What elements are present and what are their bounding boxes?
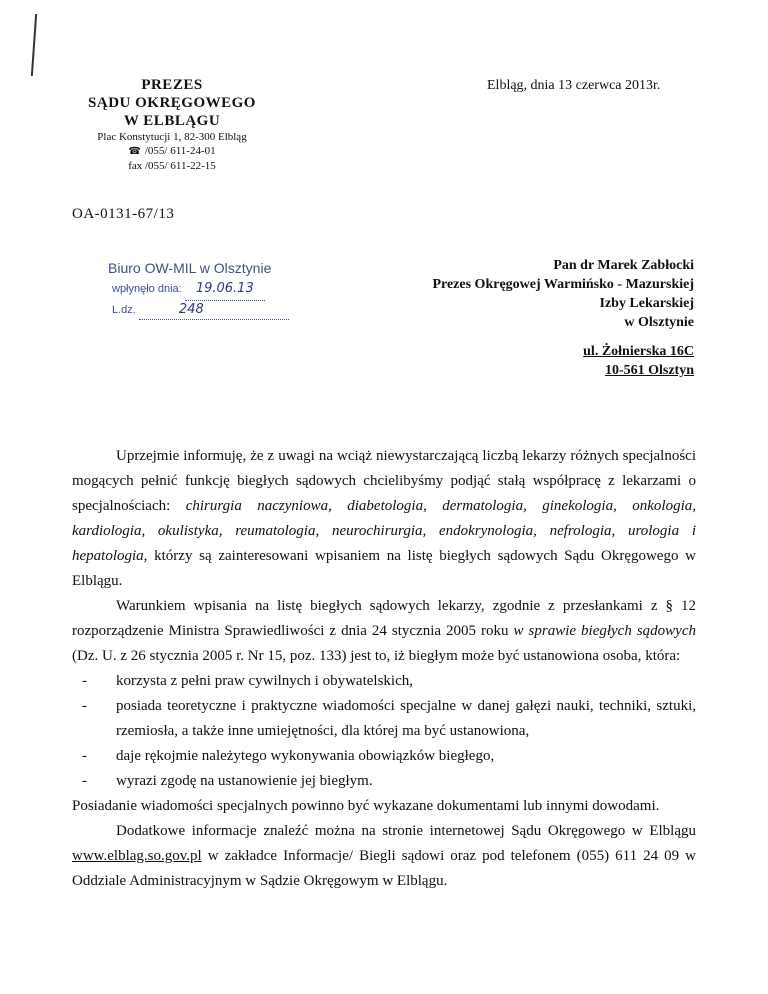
letter-body: [72, 444, 696, 894]
reference-number: OA-0131-67/13: [72, 206, 175, 222]
recipient-name: Pan dr Marek Zabłocki: [553, 258, 694, 273]
margin-pen-mark: [31, 14, 37, 76]
sender-title-1: PREZES: [141, 77, 203, 93]
sender-address: Plac Konstytucji 1, 82-300 Elbląg: [97, 131, 247, 143]
receipt-stamp: [108, 258, 313, 320]
paragraph-4-start: Dodatkowe informacje znaleźć można na stronie internetowej Sądu Okręgowego w Elblągu: [116, 823, 696, 839]
stamp-received-row: [112, 278, 313, 301]
stamp-received-value: 19.06.13: [195, 281, 254, 296]
letter-date: Elbląg, dnia 13 czerwca 2013r.: [487, 78, 661, 93]
sender-phone: /055/ 611-24-01: [144, 145, 216, 157]
paragraph-2-start: Warunkiem wpisania na listę biegłych sądowych lekarzy, zgodnie z przesłankami z § 12 rozporządzenie Ministra Sprawiedliwości z dnia 24 stycznia 2005 roku: [72, 598, 696, 639]
paragraph-2-end: (Dz. U. z 26 stycznia 2005 r. Nr 15, poz. 133) jest to, iż biegłym może być ustanowiona osoba, która:: [72, 648, 681, 664]
recipient-block: [432, 256, 694, 332]
sender-title-3: W ELBLĄGU: [123, 113, 221, 129]
paragraph-1: [72, 444, 696, 594]
sender-title-2: SĄDU OKRĘGOWEGO: [88, 95, 256, 111]
list-item: - posiada teoretyczne i praktyczne wiadomości specjalne w danej gałęzi nauki, techniki, sztuki, rzemiosła, a także inne umiejętności, dla której ma być ustanowiona,: [82, 694, 696, 744]
paragraph-2: [72, 594, 696, 669]
court-website-link[interactable]: www.elblag.so.gov.pl: [72, 848, 202, 864]
paragraph-1-end: którzy są zainteresowani wpisaniem na listę biegłych sądowych Sądu Okręgowego w Elblągu.: [72, 548, 696, 589]
regulation-title: w sprawie biegłych sądowych: [513, 623, 696, 639]
paragraph-4: [72, 819, 696, 894]
recipient-address: [583, 342, 694, 380]
list-item: - korzysta z pełni praw cywilnych i obywatelskich,: [82, 669, 696, 694]
sender-phone-row: [72, 144, 272, 159]
recipient-line-4: w Olsztynie: [624, 315, 694, 330]
paragraph-3: Posiadanie wiadomości specjalnych powinno być wykazane dokumentami lub innymi dowodami.: [72, 798, 660, 814]
stamp-ldz-field: [139, 301, 289, 320]
paragraph-4-end: w zakładce Informacje/ Biegli sądowi oraz pod telefonem (055) 611 24 09 w Oddziale Administracyjnym w Sądzie Okręgowym w Elblągu.: [72, 848, 696, 889]
stamp-received-field: [185, 278, 265, 301]
recipient-line-2: Prezes Okręgowej Warmińsko - Mazurskiej: [432, 277, 694, 292]
recipient-street: ul. Żołnierska 16C: [583, 344, 694, 359]
conditions-list: [72, 669, 696, 794]
stamp-ldz-row: [112, 301, 313, 320]
recipient-city: 10-561 Olsztyn: [604, 363, 694, 378]
stamp-office: Biuro OW-MIL w Olsztynie: [108, 260, 272, 276]
specialties-list: chirurgia naczyniowa, diabetologia, dermatologia, ginekologia, onkologia, kardiologia, okulistyka, reumatologia, neurochirurgia, endokrynologia, nefrologia, urologia i hepatologia,: [72, 498, 696, 564]
stamp-ldz-label: L.dz.: [112, 304, 136, 316]
sender-header: [72, 76, 272, 173]
recipient-line-3: Izby Lekarskiej: [599, 296, 694, 311]
telephone-icon: ☎: [128, 146, 141, 157]
stamp-received-label: wpłynęło dnia:: [112, 283, 182, 295]
list-item: - wyrazi zgodę na ustanowienie jej biegłym.: [82, 769, 696, 794]
paragraph-1-start: Uprzejmie informuję, że z uwagi na wciąż niewystarczającą liczbą lekarzy różnych specjalności mogących pełnić funkcję biegłych sądowych chcielibyśmy podjąć stałą współpracę z lekarzami o specjalnościach:: [72, 448, 696, 514]
list-item: - daje rękojmie należytego wykonywania obowiązków biegłego,: [82, 744, 696, 769]
stamp-ldz-value: 248: [178, 302, 204, 317]
sender-fax: fax /055/ 611-22-15: [128, 160, 216, 172]
